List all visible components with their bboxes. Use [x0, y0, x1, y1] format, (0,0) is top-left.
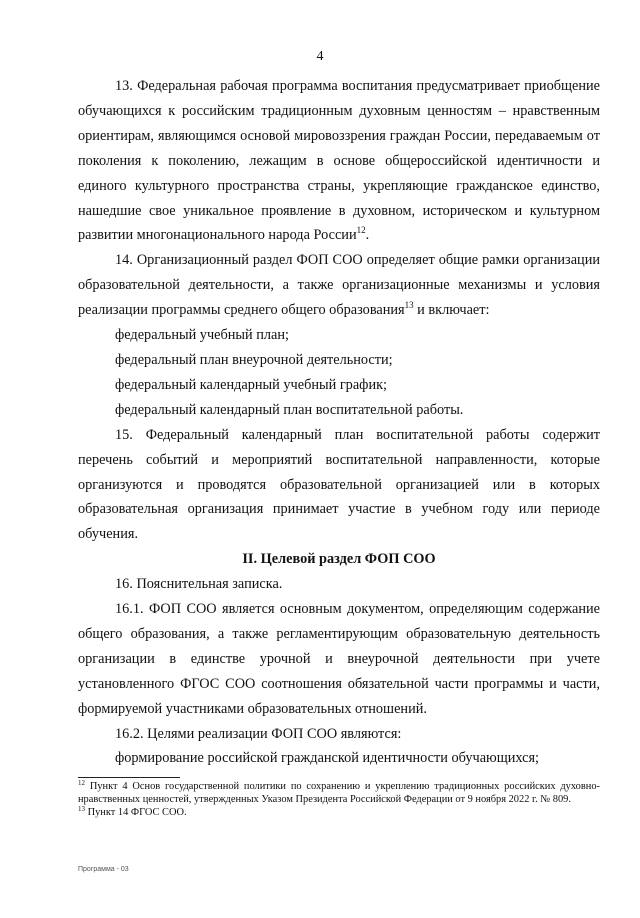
paragraph-15: 15. Федеральный календарный план воспитательной работы содержит перечень событий и мероприятий воспитательной направленности, которые организуются и проводятся образовательной организацией или в которых образовательная организация принимает участие в учебном году или периоде обучения.	[78, 426, 600, 543]
footnote-12-text: Пункт 4 Основ государственной политики по сохранению и укреплению традиционных российских духовно-нравственных ценностей, утвержденных Указом Президента Российской Федерации от 9 ноября 2022 г. № 809.	[78, 781, 600, 806]
document-stamp: Программа - 03	[78, 866, 129, 873]
paragraph-14-text: 14. Организационный раздел ФОП СОО определяет общие рамки организации образовательной деятельности, а также организационные механизмы и условия реализации программы среднего общего образования	[78, 252, 600, 319]
footnote-divider	[78, 777, 180, 778]
paragraph-13-tail: .	[365, 227, 370, 244]
paragraph-16: 16. Пояснительная записка.	[115, 576, 283, 593]
footnote-13-text: Пункт 14 ФГОС СОО.	[85, 807, 187, 819]
footnote-13	[78, 806, 600, 819]
list-item: формирование российской гражданской идентичности обучающихся;	[115, 750, 540, 767]
paragraph-13	[78, 74, 600, 248]
footnote-mark-12: 12	[78, 779, 85, 787]
list-item: федеральный учебный план;	[115, 327, 289, 344]
section-heading: II. Целевой раздел ФОП СОО	[242, 551, 436, 568]
page-number: 4	[316, 49, 324, 64]
paragraph-14	[78, 248, 600, 323]
footnote-ref-12: 12	[356, 225, 366, 236]
list-item: федеральный календарный план воспитательной работы.	[115, 401, 464, 418]
body-text	[78, 74, 600, 771]
footnotes	[78, 780, 600, 820]
footnote-ref-13: 13	[404, 300, 414, 311]
paragraph-16-1: 16.1. ФОП СОО является основным документом, определяющим содержание общего образования, а также регламентирующим образовательную деятельность организации в единстве урочной и внеурочной деятельности при учете установленного ФГОС СОО соотношения обязательной части программы и части, формируемой участниками образовательных отношений.	[78, 601, 600, 717]
paragraph-16-2: 16.2. Целями реализации ФОП СОО являются:	[115, 725, 402, 742]
footnote-12	[78, 780, 600, 806]
footnote-mark-13: 13	[78, 805, 85, 814]
list-item: федеральный план внеурочной деятельности;	[115, 351, 393, 368]
paragraph-14-tail: и включает:	[413, 302, 490, 319]
list-item: федеральный календарный учебный график;	[115, 376, 388, 393]
paragraph-13-text: 13. Федеральная рабочая программа воспитания предусматривает приобщение обучающихся к российским традиционным духовным ценностям – нравственным ориентирам, являющимся основой мировоззрения граждан России, передаваемым от поколения к поколению, лежащим в основе общероссийской идентичности и единого культурного пространства страны, укрепляющие гражданское единство, нашедшие свое уникальное проявление в духовном, историческом и культурном развитии многонационального народа России	[78, 78, 600, 244]
